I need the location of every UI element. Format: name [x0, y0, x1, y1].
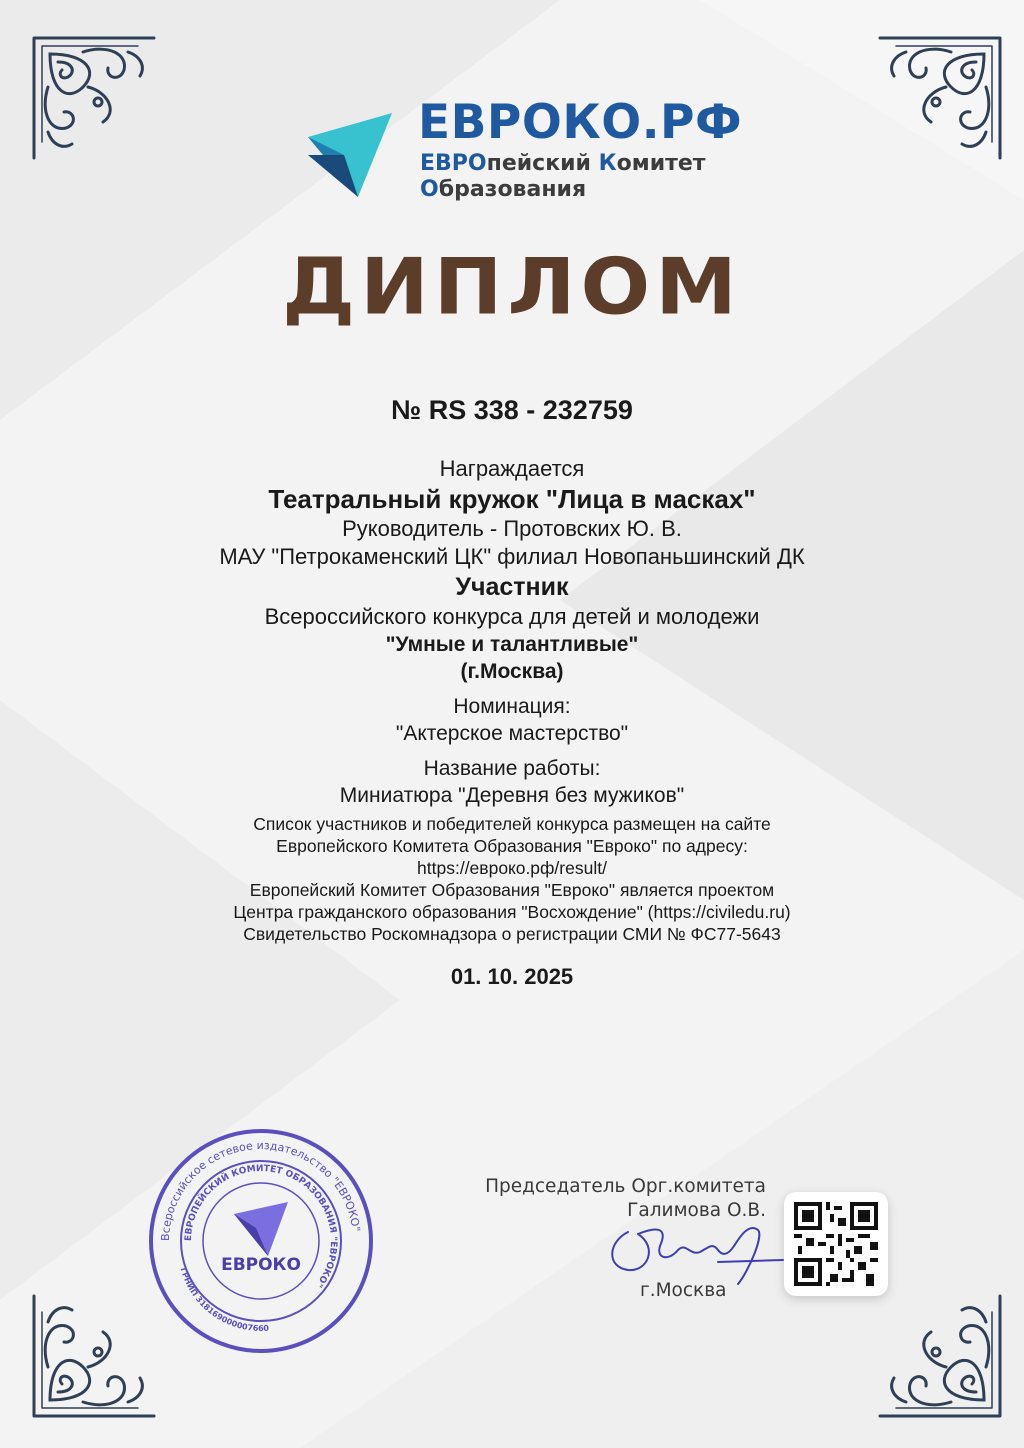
logo-subtitle-line1: ЕВРОпейский Комитет	[420, 151, 706, 176]
diploma-number: № RS 338 - 232759	[391, 395, 633, 425]
nomination-label: Номинация:	[453, 695, 571, 718]
qr-code[interactable]	[784, 1192, 888, 1296]
participant-status: Участник	[455, 573, 569, 601]
signatory-title: Председатель Орг.комитета	[485, 1176, 766, 1197]
contest-city: (г.Москва)	[460, 660, 564, 683]
recipient-name: Театральный кружок "Лица в масках"	[268, 484, 756, 514]
document-heading: ДИПЛОМ	[282, 242, 742, 333]
official-stamp	[148, 1128, 374, 1354]
contest-line: Всероссийского конкурса для детей и молодежи	[264, 604, 760, 629]
work-label: Название работы:	[423, 757, 601, 780]
contest-name: "Умные и талантливые"	[385, 633, 639, 656]
corner-ornament-bottom-left	[28, 1290, 160, 1422]
results-link[interactable]: https://еврокo.рф/result/	[417, 858, 607, 878]
info-line: Центра гражданского образования "Восхождение" (https://civiledu.ru)	[233, 902, 791, 922]
logo-subtitle-line2: Образования	[420, 177, 587, 202]
logo-title: ЕВРОКО.РФ	[418, 95, 743, 150]
evroko-logo	[300, 95, 743, 215]
nomination-value: "Актерское мастерство"	[395, 722, 629, 745]
info-line: Список участников и победителей конкурса размещен на сайте	[253, 814, 771, 834]
corner-ornament-top-right	[874, 32, 1006, 164]
organization-line: МАУ "Петрокаменский ЦК" филиал Новопаньшинский ДК	[219, 544, 805, 569]
corner-ornament-bottom-right	[874, 1290, 1006, 1422]
signatory-name: Галимова О.В.	[627, 1200, 766, 1221]
info-line: Свидетельство Роскомнадзора о регистрации СМИ № ФС77-5643	[243, 924, 781, 944]
info-line: Европейского Комитета Образования "Евроко" по адресу:	[276, 836, 748, 856]
award-intro: Награждается	[439, 456, 585, 481]
stamp-center-text: ЕВРОКО	[221, 1255, 301, 1275]
corner-ornament-top-left	[28, 32, 160, 164]
work-title: Миниатюра "Деревня без мужиков"	[339, 784, 685, 807]
paper-plane-logo-icon	[300, 105, 395, 200]
stamp-outer-text: Всероссийское сетевое издательство "ЕВРОКО"	[158, 1138, 363, 1242]
stamp-inner-text: ЕВРОПЕЙСКИЙ КОМИТЕТ ОБРАЗОВАНИЯ "ЕВРОКО"	[183, 1163, 339, 1289]
svg-text:ГРНИП 318169000007660	[179, 1267, 270, 1333]
diploma-body	[112, 393, 912, 991]
issue-date: 01. 10. 2025	[450, 964, 574, 989]
info-line: Европейский Комитет Образования "Евроко" является проектом	[249, 880, 775, 900]
leader-line: Руководитель - Протовских Ю. В.	[342, 516, 682, 541]
signatory-city: г.Москва	[640, 1280, 727, 1301]
qr-code-icon	[794, 1202, 878, 1286]
stamp-ogrnip: ГРНИП 318169000007660	[178, 1266, 270, 1333]
